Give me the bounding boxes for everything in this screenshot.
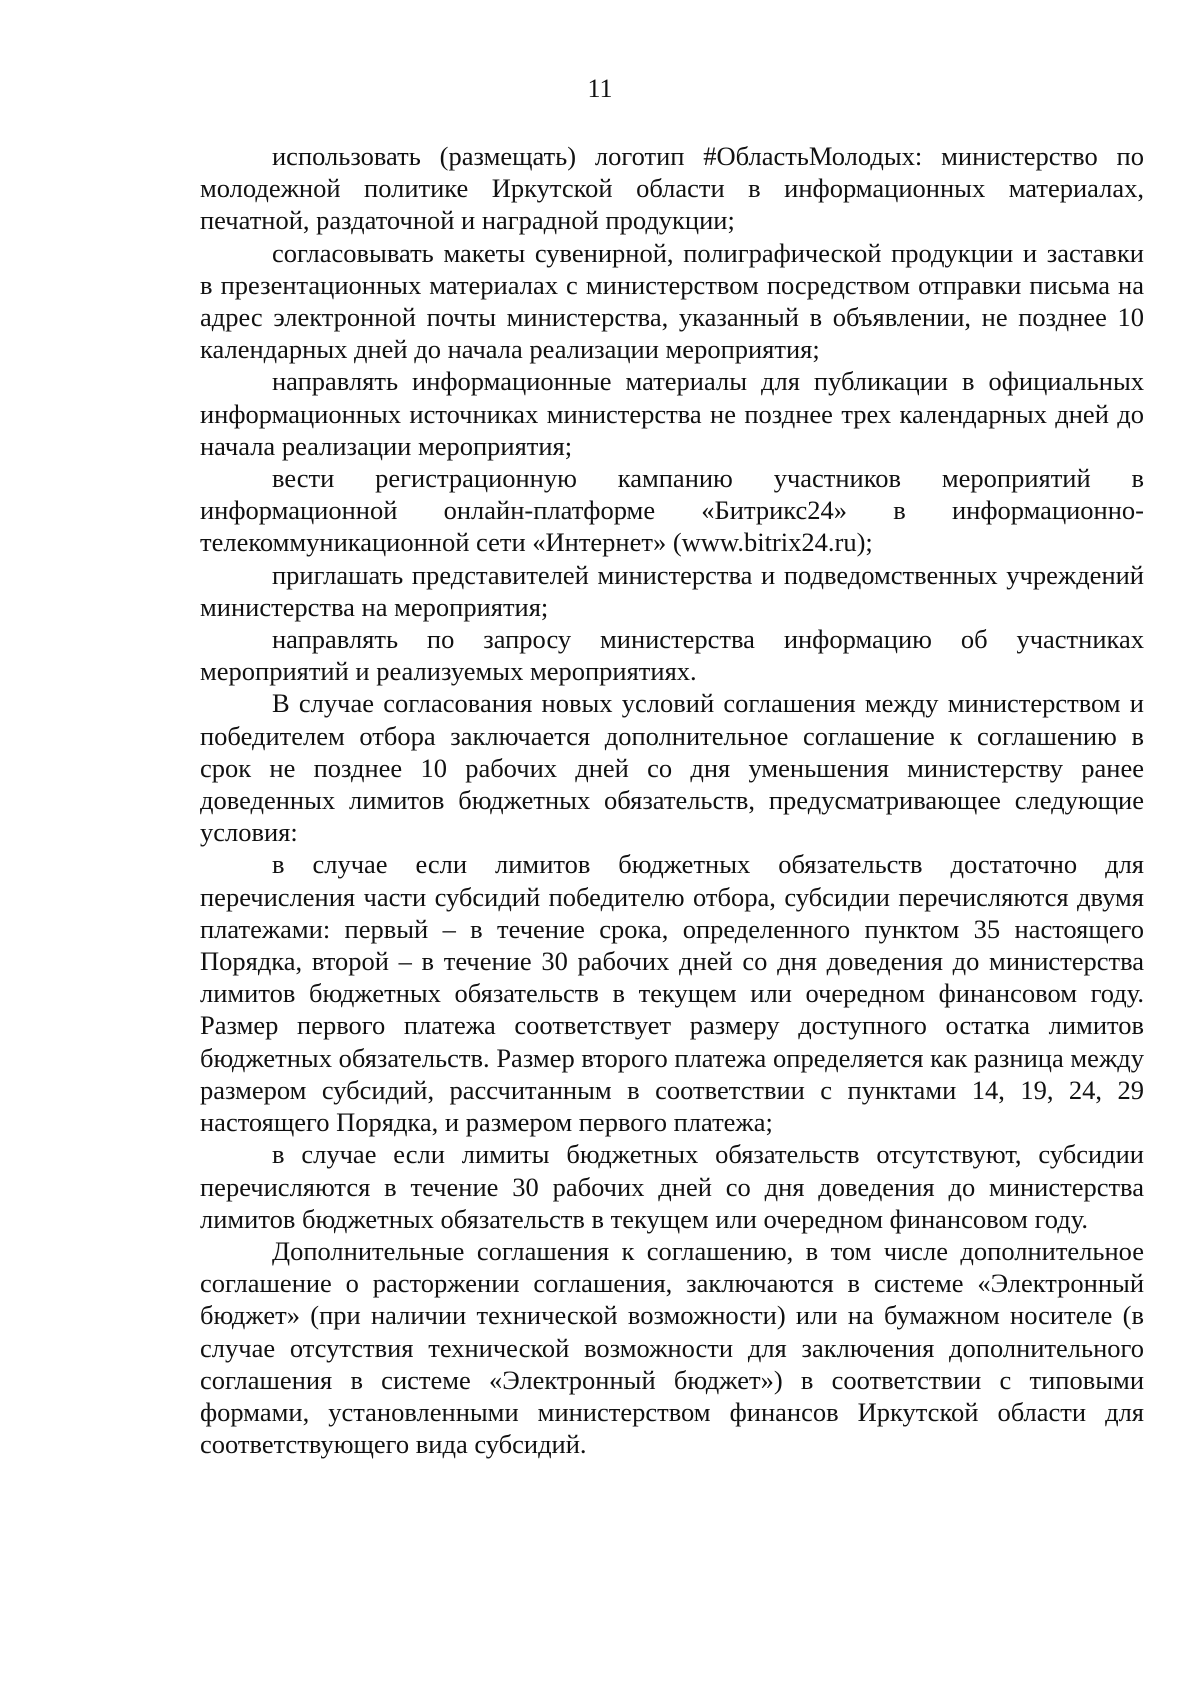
paragraph-invite-representatives: приглашать представителей министерства и подведомственных учреждений министерства на мероприятия;	[200, 559, 1144, 622]
paragraph-registration-campaign: вести регистрационную кампанию участников мероприятий в информационной онлайн-платформе «Битрикс24» в информационно-телекоммуникационной сети «Интернет» (www.bitrix24.ru);	[200, 463, 1144, 558]
paragraph-logo-usage: использовать (размещать) логотип #ОбластьМолодых: министерство по молодежной политике Иркутской области в информационных материалах, печатной, раздаточной и наградной продукции;	[200, 141, 1144, 236]
paragraph-additional-agreements: Дополнительные соглашения к соглашению, в том числе дополнительное соглашение о расторжении соглашения, заключаются в системе «Электронный бюджет» (при наличии технической возможности) или на бумажном носителе (в случае отсутствия технической возможности для заключения дополнительного соглашения в системе «Электронный бюджет») в соответствии с типовыми формами, установленными министерством финансов Иркутской области для соответствующего вида субсидий.	[200, 1235, 1144, 1460]
paragraph-no-limits: в случае если лимиты бюджетных обязательств отсутствуют, субсидии перечисляются в течение 30 рабочих дней со дня доведения до министерства лимитов бюджетных обязательств в текущем или очередном финансовом году.	[200, 1139, 1144, 1234]
paragraph-two-payments: в случае если лимитов бюджетных обязательств достаточно для перечисления части субсидий победителю отбора, субсидии перечисляются двумя платежами: первый – в течение срока, определенного пунктом 35 настоящего Порядка, второй – в течение 30 рабочих дней со дня доведения до министерства лимитов бюджетных обязательств в текущем или очередном финансовом году. Размер первого платежа соответствует размеру доступного остатка лимитов бюджетных обязательств. Размер второго платежа определяется как разница между размером субсидий, рассчитанным в соответствии с пунктами 14, 19, 24, 29 настоящего Порядка, и размером первого платежа;	[200, 849, 1144, 1138]
paragraph-info-materials: направлять информационные материалы для публикации в официальных информационных источниках министерства не позднее трех календарных дней до начала реализации мероприятия;	[200, 366, 1144, 461]
document-body	[200, 140, 1144, 1460]
paragraph-participant-info: направлять по запросу министерства информацию об участниках мероприятий и реализуемых мероприятиях.	[200, 624, 1144, 687]
paragraph-new-conditions: В случае согласования новых условий соглашения между министерством и победителем отбора заключается дополнительное соглашение к соглашению в срок не позднее 10 рабочих дней со дня уменьшения министерству ранее доведенных лимитов бюджетных обязательств, предусматривающее следующие условия:	[200, 688, 1144, 848]
paragraph-layout-approval: согласовывать макеты сувенирной, полиграфической продукции и заставки в презентационных материалах с министерством посредством отправки письма на адрес электронной почты министерства, указанный в объявлении, не позднее 10 календарных дней до начала реализации мероприятия;	[200, 237, 1144, 365]
page-number: 11	[587, 74, 613, 103]
